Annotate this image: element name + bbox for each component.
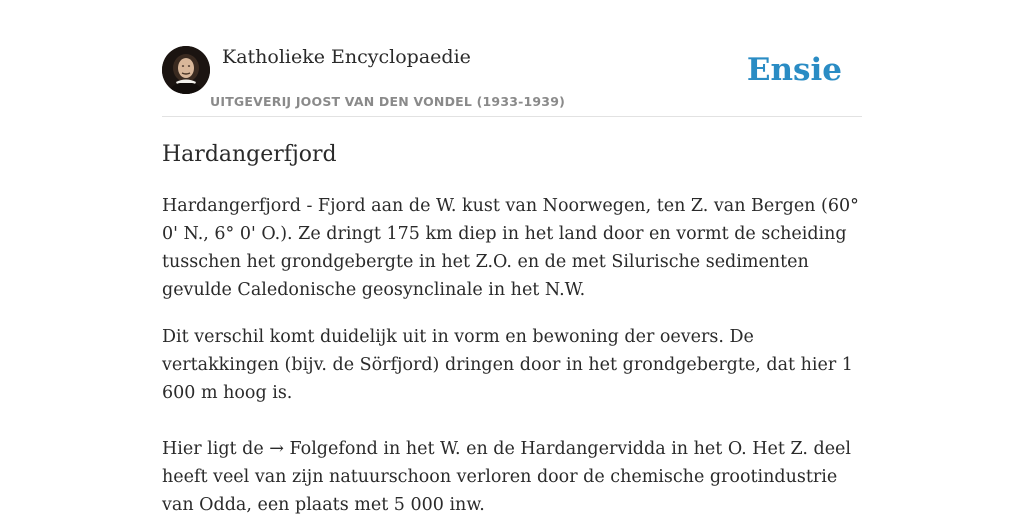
publication-title[interactable]: Katholieke Encyclopaedie bbox=[222, 46, 471, 68]
article-paragraph: Dit verschil komt duidelijk uit in vorm en bewoning der oevers. De vertakkingen (bijv. de Sörfjord) dringen door in het grondgebergte, dat hier 1 600 m hoog is. bbox=[162, 327, 853, 403]
article-paragraph: Hardangerfjord - Fjord aan de W. kust van Noorwegen, ten Z. van Bergen (60° 0' N., 6° 0' O.). Ze dringt 175 km diep in het land door en vormt de scheiding tusschen het grondgebergte in het Z.O. en de met Silurische sedimenten gevulde Caledonische geosynclinale in het N.W. bbox=[162, 196, 859, 300]
brand-logo-link[interactable]: Ensie bbox=[746, 52, 842, 88]
portrait-icon bbox=[162, 46, 210, 94]
page-header bbox=[162, 44, 862, 117]
publisher-label: UITGEVERIJ JOOST VAN DEN VONDEL (1933-1939) bbox=[210, 94, 566, 109]
portrait-avatar[interactable] bbox=[162, 46, 210, 94]
article bbox=[162, 140, 862, 519]
article-title: Hardangerfjord bbox=[162, 142, 337, 167]
article-paragraph: Hier ligt de → Folgefond in het W. en de Hardangervidda in het O. Het Z. deel heeft veel van zijn natuurschoon verloren door de chemische grootindustrie van Odda, een plaats met 5 000 inw. bbox=[162, 439, 852, 515]
